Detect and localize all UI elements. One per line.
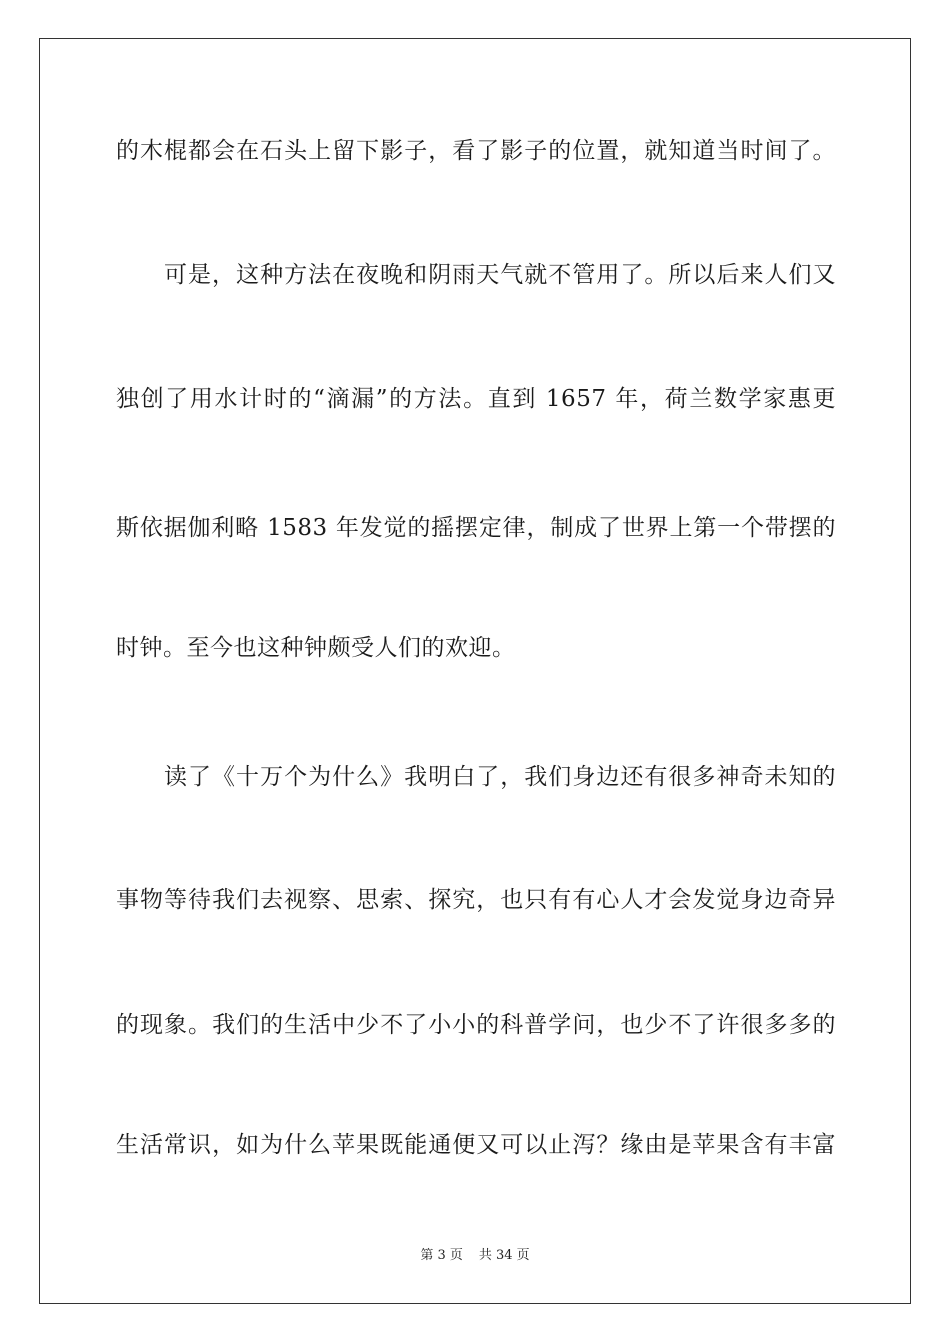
body-line-3: 独创了用水计时的“滴漏”的方法。直到 1657 年，荷兰数学家惠更 <box>116 386 836 412</box>
page-border <box>39 38 911 1304</box>
body-line-4: 斯依据伽利略 1583 年发觉的摇摆定律，制成了世界上第一个带摆的 <box>116 515 836 541</box>
paragraph-start-line: 可是，这种方法在夜晚和阴雨天气就不管用了。所以后来人们又 <box>164 262 836 288</box>
body-line-9: 生活常识，如为什么苹果既能通便又可以止泻？缘由是苹果含有丰富 <box>116 1132 836 1158</box>
page-number: 第 3 页 <box>420 1248 463 1263</box>
paragraph-start-line: 读了《十万个为什么》我明白了，我们身边还有很多神奇未知的 <box>164 764 836 790</box>
body-line-5: 时钟。至今也这种钟颇受人们的欢迎。 <box>116 635 516 661</box>
body-line-8: 的现象。我们的生活中少不了小小的科普学问，也少不了许很多多的 <box>116 1012 836 1038</box>
page-footer <box>0 1247 950 1265</box>
body-line-1: 的木棍都会在石头上留下影子，看了影子的位置，就知道当时间了。 <box>116 138 836 164</box>
total-pages: 共 34 页 <box>478 1248 530 1263</box>
body-line-7: 事物等待我们去视察、思索、探究，也只有有心人才会发觉身边奇异 <box>116 887 836 913</box>
